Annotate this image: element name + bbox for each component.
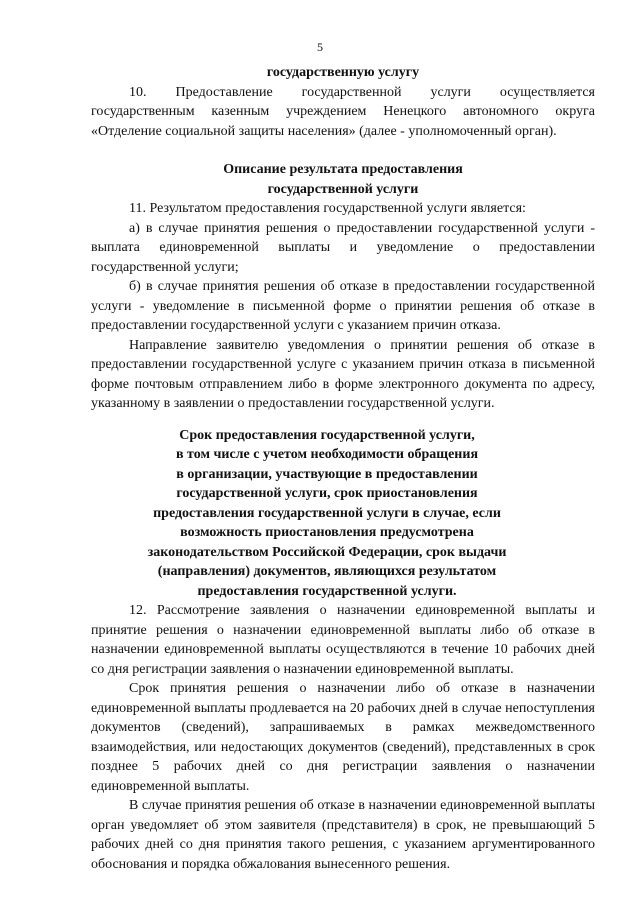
top-heading: государственную услугу — [266, 65, 420, 80]
page-number: 5 — [317, 40, 323, 54]
section-heading-line: государственной услуги, срок приостановления — [176, 486, 478, 501]
paragraph-11: 11. Результатом предоставления государственной услуги является: — [129, 201, 526, 216]
section-heading-line: предоставления государственной услуги. — [197, 583, 457, 599]
section-heading-term — [75, 426, 579, 602]
section-heading-line: государственной услуги — [267, 181, 419, 197]
paragraph-extension: Срок принятия решения о назначении либо об отказе в назначении единовременной выплаты продлевается на 20 рабочих дней в случае непоступления документов (сведений), запрашиваемых в рамках межведомственного взаимодействия, или недостающих документов (сведений), представленных в срок позднее 5 рабочих дней со дня регистрации заявления о назначении единовременной выплаты. — [91, 681, 595, 794]
paragraph-refusal-notice: В случае принятия решения об отказе в назначении единовременной выплаты орган уведомляет об этом заявителя (представителя) в срок, не превышающий 5 рабочих дней со дня принятия такого решения, с указанием аргументированного обоснования и порядка обжалования вынесенного решения. — [91, 798, 595, 872]
section-heading-line: (направления) документов, являющихся результатом — [157, 564, 497, 579]
paragraph-12: 12. Рассмотрение заявления о назначении единовременной выплаты и принятие решения о назначении единовременной выплаты либо об отказе в назначении единовременной выплаты осуществляются в течение 10 рабочих дней со дня регистрации заявления о назначении единовременной выплаты. — [91, 603, 595, 677]
section-heading-line: возможность приостановления предусмотрена — [180, 525, 474, 540]
section-heading-line: в том числе с учетом необходимости обращения — [175, 447, 479, 462]
paragraph-10: 10. Предоставление государственной услуги осуществляется государственным казенным учреждением Ненецкого автономного округа «Отделение социальной защиты населения» (далее - уполномоченный орган). — [91, 84, 595, 139]
section-heading-line: законодательством Российской Федерации, срок выдачи — [147, 544, 507, 560]
paragraph-direction: Направление заявителю уведомления о принятии решения об отказе в предоставлении государственной услуге с указанием причин отказа в письменной форме почтовым отправлением либо в форме электронного документа по адресу, указанному в заявлении о предоставлении государственной услуги. — [91, 337, 595, 411]
section-heading-line: Описание результата предоставления — [223, 162, 463, 177]
section-heading-line: Срок предоставления государственной услуги, — [179, 427, 475, 443]
section-heading-result — [91, 160, 595, 199]
paragraph-11b: б) в случае принятия решения об отказе в предоставлении государственной услуги - уведомление в письменной форме о принятии решения об отказе в предоставлении государственной услуги с указанием причин отказа. — [91, 279, 595, 333]
section-heading-line: предоставления государственной услуги в случае, если — [153, 505, 501, 521]
document-body — [91, 63, 595, 874]
paragraph-11a: а) в случае принятия решения о предоставлении государственной услуги - выплата единовременной выплаты и уведомление о предоставлении государственной услуги; — [91, 220, 595, 275]
section-heading-line: в организации, участвующие в предоставлении — [176, 466, 478, 482]
